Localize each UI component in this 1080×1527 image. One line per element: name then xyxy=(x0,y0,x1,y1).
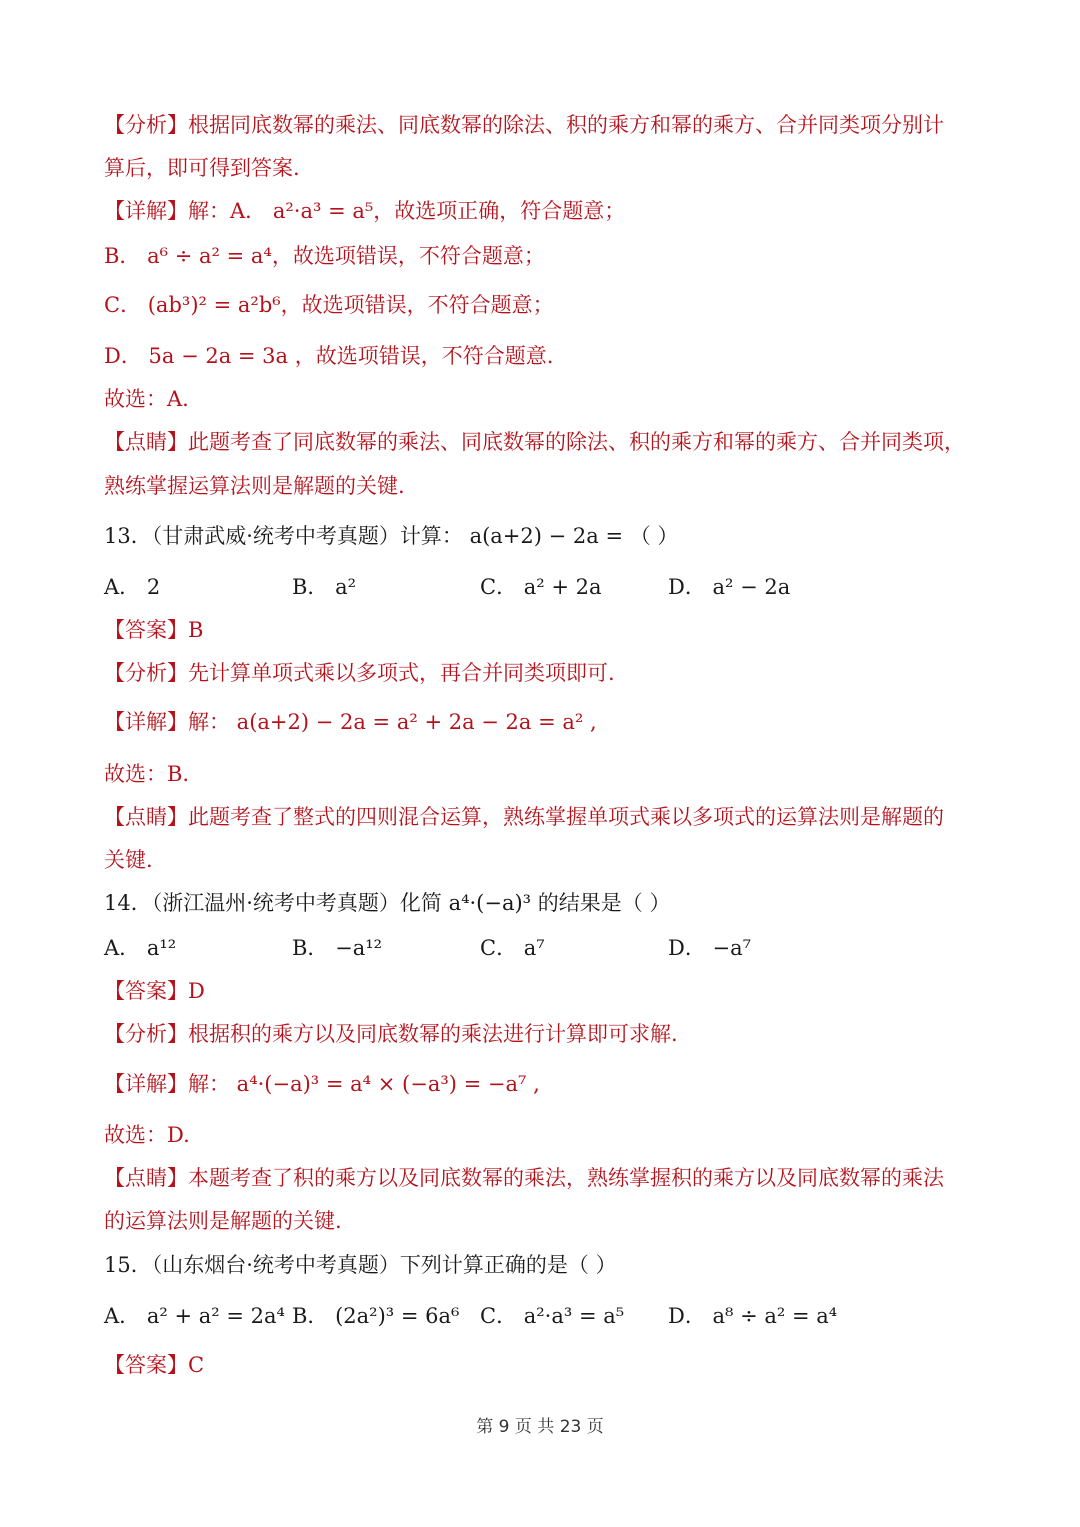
detail-12-b: B． a⁶ ÷ a² = a⁴，故选项错误，不符合题意； xyxy=(104,244,545,268)
detail-12-c: C． (ab³)² = a²b⁶，故选项错误，不符合题意； xyxy=(104,293,554,317)
q14-option-d: D． −a⁷ xyxy=(668,936,752,960)
q15-option-a: A． a² + a² = 2a⁴ xyxy=(104,1304,285,1328)
selection-12: 故选：A. xyxy=(104,387,189,411)
analysis-12-line2: 算后，即可得到答案. xyxy=(104,156,300,180)
q14-option-a: A． a¹² xyxy=(104,936,177,960)
question-15: 15．（山东烟台·统考中考真题）下列计算正确的是（ ） xyxy=(104,1253,617,1277)
detail-12-d: D． 5a − 2a = 3a ，故选项错误，不符合题意. xyxy=(104,344,554,368)
detail-13: 【详解】解： a(a+2) − 2a = a² + 2a − 2a = a² , xyxy=(104,710,597,734)
q14-option-c: C． a⁷ xyxy=(480,936,545,960)
selection-14: 故选：D. xyxy=(104,1123,190,1147)
answer-15: 【答案】C xyxy=(104,1353,205,1377)
q15-option-d: D． a⁸ ÷ a² = a⁴ xyxy=(668,1304,838,1328)
q13-option-b: B． a² xyxy=(292,575,357,599)
q13-option-d: D． a² − 2a xyxy=(668,575,791,599)
q14-option-b: B． −a¹² xyxy=(292,936,383,960)
comment-12-line2: 熟练掌握运算法则是解题的关键. xyxy=(104,474,405,498)
comment-14-line1: 【点睛】本题考查了积的乘方以及同底数幂的乘法，熟练掌握积的乘方以及同底数幂的乘法 xyxy=(104,1166,944,1190)
q13-option-c: C． a² + 2a xyxy=(480,575,602,599)
comment-14-line2: 的运算法则是解题的关键. xyxy=(104,1209,342,1233)
selection-13: 故选：B. xyxy=(104,762,190,786)
question-13: 13．（甘肃武威·统考中考真题）计算： a(a+2) − 2a = （ ） xyxy=(104,524,679,548)
comment-13-line1: 【点睛】此题考查了整式的四则混合运算，熟练掌握单项式乘以多项式的运算法则是解题的 xyxy=(104,805,944,829)
q15-option-b: B． (2a²)³ = 6a⁶ xyxy=(292,1304,460,1328)
comment-12-line1: 【点睛】此题考查了同底数幂的乘法、同底数幂的除法、积的乘方和幂的乘方、合并同类项， xyxy=(104,430,965,454)
question-14: 14．（浙江温州·统考中考真题）化简 a⁴·(−a)³ 的结果是（ ） xyxy=(104,891,671,915)
analysis-12-line1: 【分析】根据同底数幂的乘法、同底数幂的除法、积的乘方和幂的乘方、合并同类项分别计 xyxy=(104,113,944,137)
q15-option-c: C． a²·a³ = a⁵ xyxy=(480,1304,625,1328)
answer-14: 【答案】D xyxy=(104,979,205,1003)
detail-12-a: 【详解】解：A． a²·a³ = a⁵，故选项正确，符合题意； xyxy=(104,199,626,223)
page-footer: 第 9 页 共 23 页 xyxy=(476,1417,604,1437)
analysis-13: 【分析】先计算单项式乘以多项式，再合并同类项即可. xyxy=(104,661,615,685)
analysis-14: 【分析】根据积的乘方以及同底数幂的乘法进行计算即可求解. xyxy=(104,1022,678,1046)
q13-option-a: A． 2 xyxy=(104,575,161,599)
detail-14: 【详解】解： a⁴·(−a)³ = a⁴ × (−a³) = −a⁷ , xyxy=(104,1072,540,1096)
comment-13-line2: 关键. xyxy=(104,848,153,872)
answer-13: 【答案】B xyxy=(104,618,204,642)
